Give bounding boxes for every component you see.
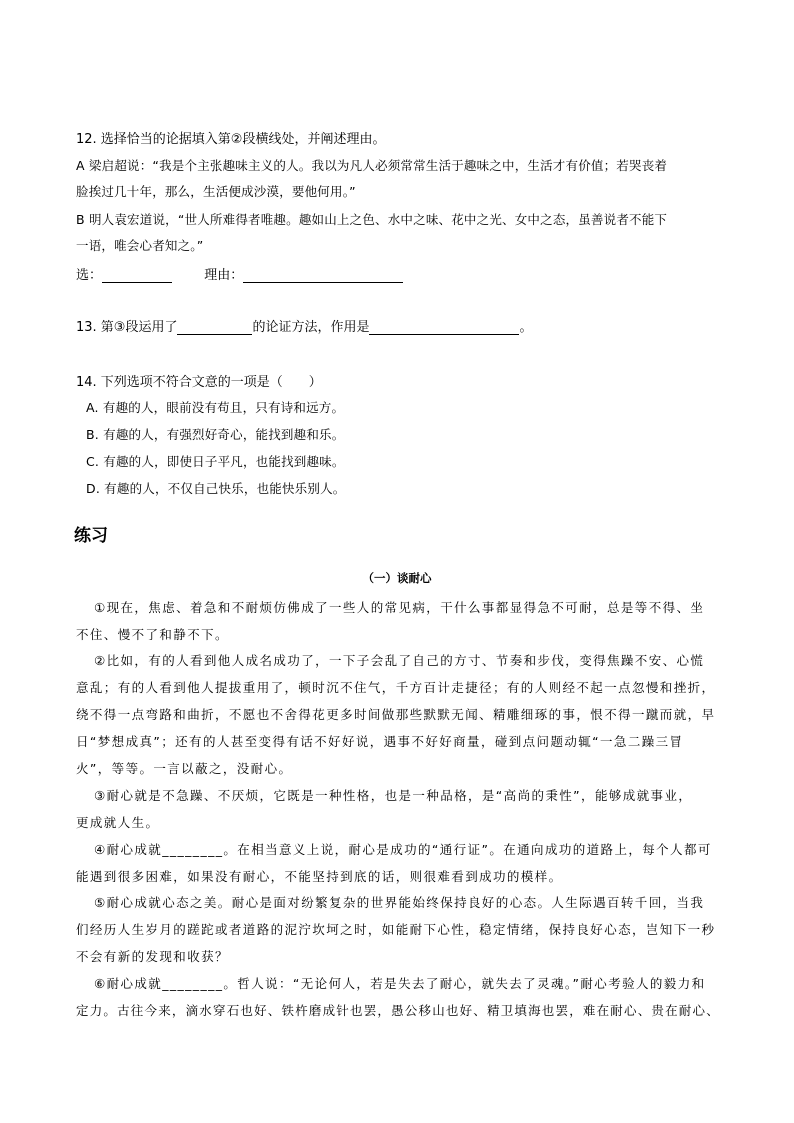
passage-line: ⑥耐心成就________。哲人说：“无论何人，若是失去了耐心，就失去了灵魂。”耐心考验人的毅力和 <box>94 976 706 991</box>
passage-line: 不住、慢不了和静不下。 <box>76 627 229 642</box>
passage-line: 更成就人生。 <box>76 815 160 830</box>
q14-option-d[interactable]: D. 有趣的人，不仅自己快乐，也能快乐别人。 <box>86 481 346 496</box>
passage-line: 日“梦想成真”；还有的人甚至变得有话不好好说，遇事不好好商量，碰到点问题动辄“一急二躁三冒 <box>76 734 684 749</box>
passage-line: 们经历人生岁月的蹉跎或者道路的泥泞坎坷之时，如能耐下心性，稳定情绪，保持良好心态，岂知下一秒 <box>76 922 716 937</box>
passage-line: 定力。古往今来，滴水穿石也好、铁杵磨成针也罢，愚公移山也好、精卫填海也罢，难在耐心、贵在耐心、 <box>76 1003 720 1018</box>
passage-line: ⑤耐心成就心态之美。耐心是面对纷繁复杂的世界能始终保持良好的心态。人生际遇百转千回，当我 <box>94 895 705 910</box>
passage-line: 绕不得一点弯路和曲折，不愿也不舍得花更多时间做那些默默无闻、精雕细琢的事，恨不得一蹴而就，早 <box>76 707 716 722</box>
passage-line: ①现在，焦虑、着急和不耐烦仿佛成了一些人的常见病，干什么事都显得急不可耐，总是等不得、坐 <box>94 600 705 615</box>
q12-option-a-line1: A 梁启超说：“我是个主张趣味主义的人。我以为凡人必须常常生活于趣味之中，生活才有价值；若哭丧着 <box>76 158 668 173</box>
practice-heading: 练习 <box>74 526 108 546</box>
q14-option-a[interactable]: A. 有趣的人，眼前没有苟且，只有诗和远方。 <box>86 400 345 415</box>
q13-part3: 。 <box>519 320 533 335</box>
q12-answer-row <box>76 264 403 283</box>
q14-option-b[interactable]: B. 有趣的人，有强烈好奇心，能找到趣和乐。 <box>86 427 345 442</box>
passage-line: 火”，等等。一言以蔽之，没耐心。 <box>76 761 293 776</box>
q13-part1: 13. 第③段运用了 <box>76 320 178 335</box>
q12-option-a-line2: 脸挨过几十年，那么，生活便成沙漠，要他何用。” <box>76 184 356 199</box>
passage-line: ④耐心成就________。在相当意义上说，耐心是成功的“通行证”。在通向成功的道路上，每个人都可 <box>94 842 712 857</box>
select-blank[interactable] <box>102 269 172 283</box>
q12-option-b-line1: B 明人袁宏道说，“世人所难得者唯趣。趣如山上之色、水中之味、花中之光、女中之态，虽善说者不能下 <box>76 212 668 227</box>
passage-line: 不会有新的发现和收获？ <box>76 949 229 964</box>
q14-option-c[interactable]: C. 有趣的人，即使日子平凡，也能找到趣味。 <box>86 454 345 469</box>
q12-option-b-line2: 一语，唯会心者知之。” <box>76 238 204 253</box>
select-label: 选： <box>76 268 103 283</box>
passage-line: 意乱；有的人看到他人提拔重用了，顿时沉不住气，千方百计走捷径；有的人则经不起一点忽慢和挫折， <box>76 680 716 695</box>
q13-method-blank[interactable] <box>177 321 252 335</box>
q12-stem: 12. 选择恰当的论据填入第②段横线处，并阐述理由。 <box>76 132 386 147</box>
reason-blank[interactable] <box>243 269 403 283</box>
q13-part2: 的论证方法，作用是 <box>252 320 370 335</box>
q13-effect-blank[interactable] <box>369 321 519 335</box>
passage-line: ③耐心就是不急躁、不厌烦，它既是一种性格，也是一种品格，是“高尚的秉性”，能够成就事业， <box>94 788 693 803</box>
passage-title: （一）谈耐心 <box>362 571 432 585</box>
reason-label: 理由： <box>204 268 244 283</box>
q14-stem: 14. 下列选项不符合文意的一项是（ ） <box>76 375 322 390</box>
passage-line: 能遇到很多困难，如果没有耐心，不能坚持到底的话，则很难看到成功的模样。 <box>76 869 563 884</box>
q13-row <box>76 316 533 335</box>
passage-line: ②比如，有的人看到他人成名成功了，一下子会乱了自己的方寸、节奏和步伐，变得焦躁不安、心慌 <box>94 653 705 668</box>
